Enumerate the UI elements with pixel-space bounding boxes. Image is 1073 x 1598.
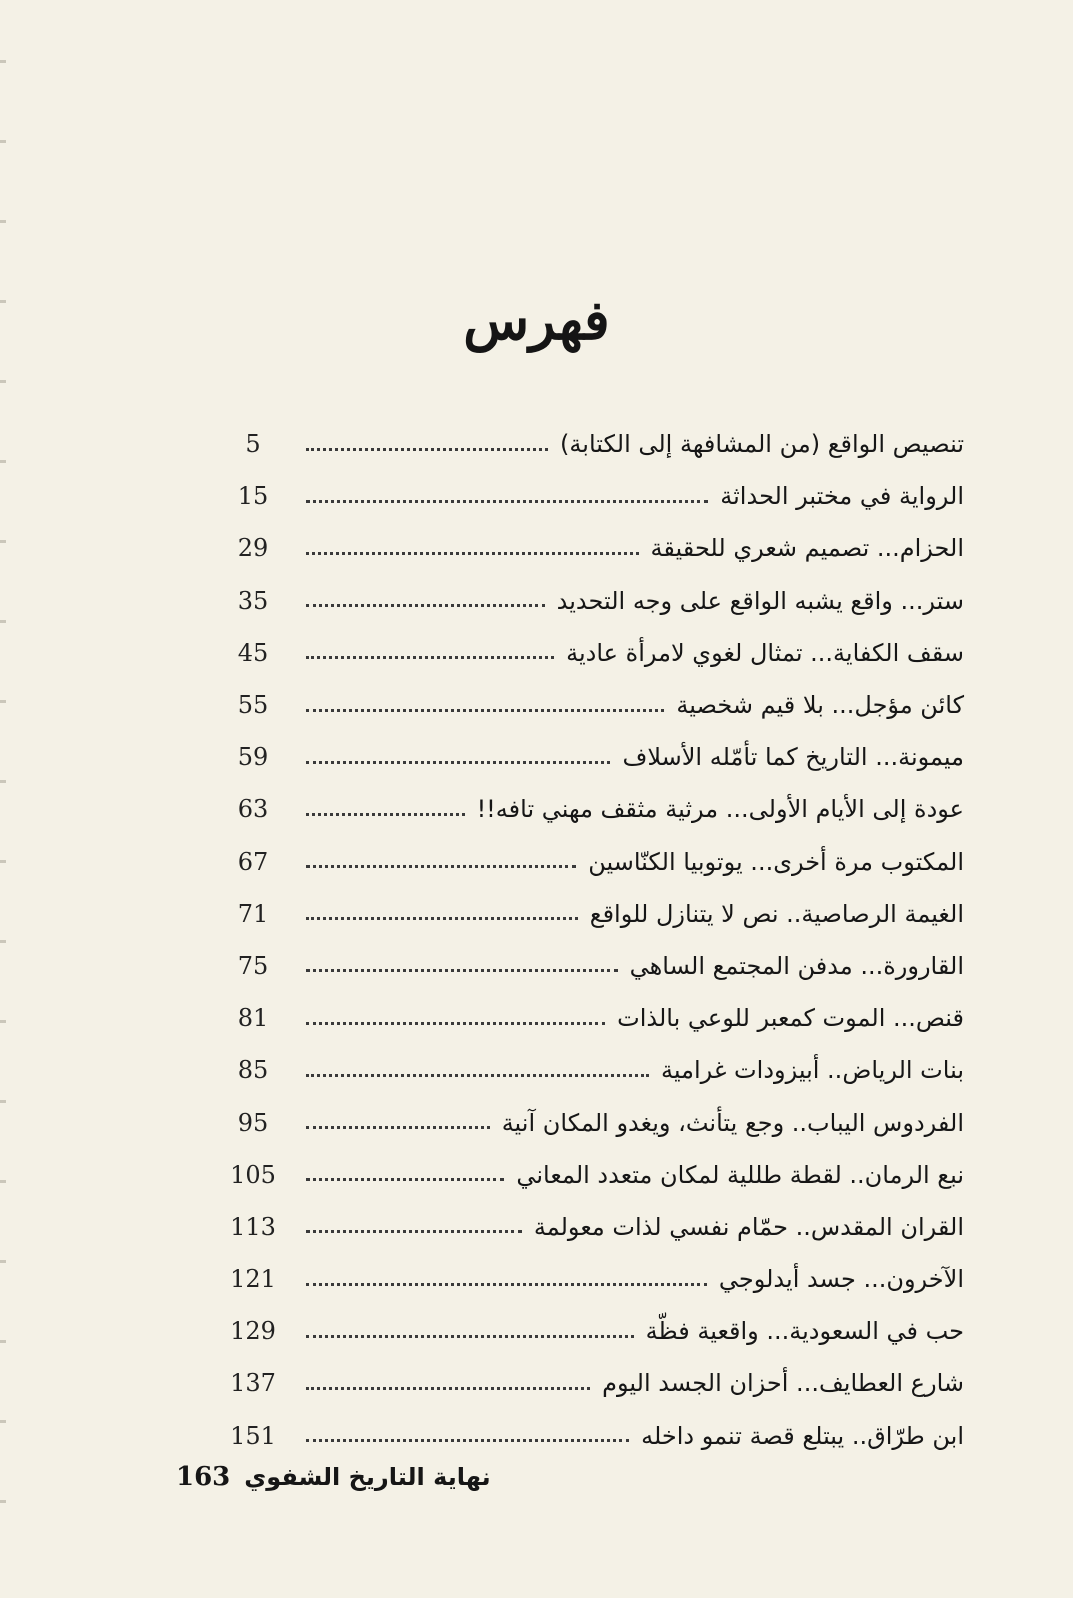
toc-page-number: 35 bbox=[237, 586, 269, 615]
toc-entry[interactable] bbox=[222, 679, 964, 731]
page-title: فهرس bbox=[463, 288, 610, 353]
dot-leader bbox=[306, 865, 576, 868]
toc-entry[interactable] bbox=[222, 575, 964, 627]
toc-entry[interactable] bbox=[222, 836, 964, 888]
toc-page-number: 5 bbox=[245, 430, 261, 459]
toc-entry-title: الآخرون... جسد أيدلوجي bbox=[718, 1265, 964, 1294]
toc-entry[interactable] bbox=[222, 1096, 964, 1148]
page-footer bbox=[176, 1462, 491, 1492]
dot-leader bbox=[306, 448, 548, 451]
toc-entry-title: حب في السعودية... واقعية فظّة bbox=[645, 1317, 964, 1346]
toc-entry[interactable] bbox=[222, 1149, 964, 1201]
toc-entry[interactable] bbox=[222, 888, 964, 940]
table-of-contents bbox=[222, 418, 964, 1462]
toc-page-number: 105 bbox=[230, 1160, 276, 1189]
toc-entry-title: عودة إلى الأيام الأولى... مرثية مثقف مهني تافه!! bbox=[476, 795, 964, 824]
dot-leader bbox=[306, 1178, 504, 1181]
dot-leader bbox=[306, 969, 618, 972]
toc-entry-title: الغيمة الرصاصية.. نص لا يتنازل للواقع bbox=[589, 899, 964, 928]
toc-page-number: 137 bbox=[230, 1369, 276, 1398]
toc-page-number: 67 bbox=[237, 847, 269, 876]
toc-entry[interactable] bbox=[222, 992, 964, 1044]
toc-entry-title: نبع الرمان.. لقطة طللية لمكان متعدد المعاني bbox=[516, 1160, 964, 1189]
toc-entry-title: شارع العطايف... أحزان الجسد اليوم bbox=[602, 1369, 964, 1398]
toc-entry-title: ابن طرّاق.. يبتلع قصة تنمو داخله bbox=[641, 1421, 964, 1450]
toc-entry[interactable] bbox=[222, 522, 964, 574]
toc-entry[interactable] bbox=[222, 940, 964, 992]
toc-page-number: 59 bbox=[237, 743, 269, 772]
toc-page-number: 71 bbox=[237, 899, 269, 928]
toc-entry[interactable] bbox=[222, 1253, 964, 1305]
toc-entry-title: الحزام... تصميم شعري للحقيقة bbox=[650, 534, 964, 563]
toc-entry-title: تنصيص الواقع (من المشافهة إلى الكتابة) bbox=[560, 430, 964, 459]
toc-page-number: 81 bbox=[237, 1004, 269, 1033]
dot-leader bbox=[306, 1022, 605, 1025]
toc-entry-title: قنص... الموت كمعبر للوعي بالذات bbox=[617, 1004, 964, 1033]
dot-leader bbox=[306, 1230, 522, 1233]
dot-leader bbox=[306, 604, 545, 607]
toc-entry-title: الفردوس اليباب.. وجع يتأنث، ويغدو المكان آنية bbox=[501, 1108, 964, 1137]
toc-entry[interactable] bbox=[222, 783, 964, 835]
toc-page-number: 45 bbox=[237, 638, 269, 667]
toc-entry-title: الرواية في مختبر الحداثة bbox=[720, 482, 964, 511]
scan-edge-marks bbox=[0, 60, 6, 1520]
dot-leader bbox=[306, 761, 610, 764]
dot-leader bbox=[306, 1074, 649, 1077]
toc-entry[interactable] bbox=[222, 731, 964, 783]
dot-leader bbox=[306, 917, 578, 920]
toc-page-number: 129 bbox=[230, 1317, 276, 1346]
toc-entry[interactable] bbox=[222, 470, 964, 522]
toc-entry[interactable] bbox=[222, 1201, 964, 1253]
dot-leader bbox=[306, 1126, 490, 1129]
toc-page-number: 15 bbox=[237, 482, 269, 511]
toc-entry[interactable] bbox=[222, 1044, 964, 1096]
toc-page-number: 85 bbox=[237, 1056, 269, 1085]
footer-page-number: 163 bbox=[176, 1462, 231, 1492]
toc-entry[interactable] bbox=[222, 1357, 964, 1409]
dot-leader bbox=[306, 813, 465, 816]
toc-entry[interactable] bbox=[222, 418, 964, 470]
footer-book-title: نهاية التاريخ الشفوي bbox=[244, 1463, 491, 1491]
toc-entry-title: بنات الرياض.. أبيزودات غرامية bbox=[661, 1056, 964, 1085]
dot-leader bbox=[306, 1387, 590, 1390]
toc-entry[interactable] bbox=[222, 1410, 964, 1462]
toc-entry-title: القران المقدس.. حمّام نفسي لذات معولمة bbox=[533, 1212, 964, 1241]
toc-page-number: 95 bbox=[237, 1108, 269, 1137]
toc-page-number: 63 bbox=[237, 795, 269, 824]
toc-entry[interactable] bbox=[222, 627, 964, 679]
dot-leader bbox=[306, 552, 639, 555]
dot-leader bbox=[306, 500, 708, 503]
dot-leader bbox=[306, 1439, 629, 1442]
dot-leader bbox=[306, 656, 554, 659]
toc-page-number: 113 bbox=[230, 1212, 276, 1241]
toc-page-number: 75 bbox=[237, 951, 269, 980]
toc-page-number: 121 bbox=[230, 1265, 276, 1294]
toc-entry[interactable] bbox=[222, 1305, 964, 1357]
toc-entry-title: سقف الكفاية... تمثال لغوي لامرأة عادية bbox=[566, 638, 964, 667]
dot-leader bbox=[306, 709, 664, 712]
toc-entry-title: القارورة... مدفن المجتمع الساهي bbox=[629, 951, 964, 980]
toc-entry-title: ميمونة... التاريخ كما تأمّله الأسلاف bbox=[622, 743, 964, 772]
toc-entry-title: ستر... واقع يشبه الواقع على وجه التحديد bbox=[556, 586, 964, 615]
toc-entry-title: كائن مؤجل... بلا قيم شخصية bbox=[676, 691, 964, 720]
toc-page-number: 151 bbox=[230, 1421, 276, 1450]
dot-leader bbox=[306, 1335, 634, 1338]
dot-leader bbox=[306, 1283, 707, 1286]
toc-page-number: 29 bbox=[237, 534, 269, 563]
toc-page-number: 55 bbox=[237, 691, 269, 720]
toc-entry-title: المكتوب مرة أخرى... يوتوبيا الكنّاسين bbox=[588, 847, 964, 876]
